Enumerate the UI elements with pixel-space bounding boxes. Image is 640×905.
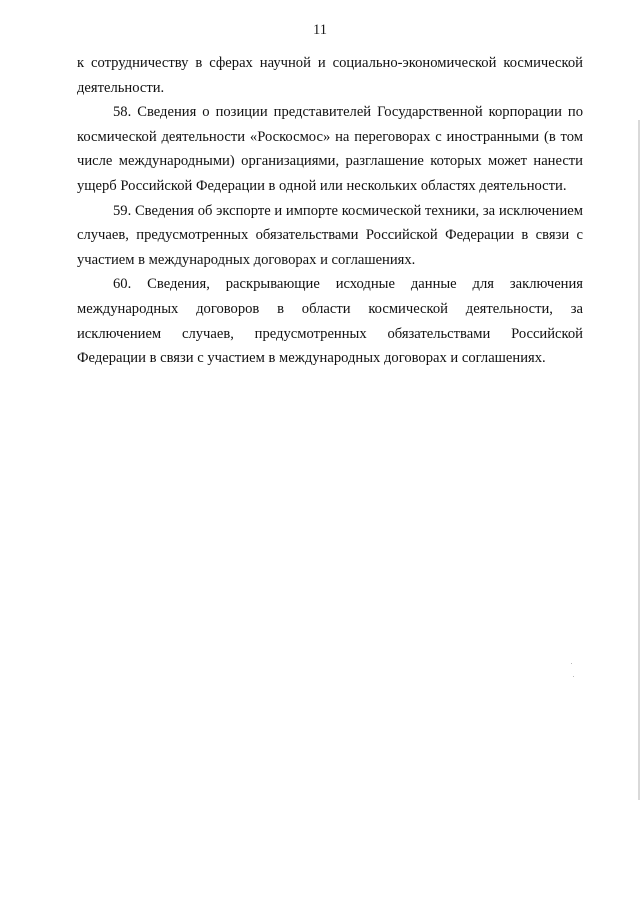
paragraph-item-60: 60. Сведения, раскрывающие исходные данные для заключения международных договоров в области космической деятельности, за исключением случаев, предусмотренных обязательствами Российской Федерации в связи с участием в международных договорах и соглашениях. [77,276,583,367]
scan-speck [573,676,574,677]
paragraph-continuation: к сотрудничеству в сферах научной и социально-экономической космической деятельности. [77,55,583,96]
document-body [77,51,583,371]
paragraph-item-58: 58. Сведения о позиции представителей Государственной корпорации по космической деятельности «Роскосмос» на переговорах с иностранными (в том числе международными) организациями, разглашение которых может нанести ущерб Российской Федерации в одной или нескольких областях деятельности. [77,104,583,194]
scan-speck [571,663,572,664]
paragraph-item-59: 59. Сведения об экспорте и импорте космической техники, за исключением случаев, предусмотренных обязательствами Российской Федерации в связи с участием в международных договорах и соглашениях. [77,202,583,268]
page-number: 11 [313,22,327,38]
